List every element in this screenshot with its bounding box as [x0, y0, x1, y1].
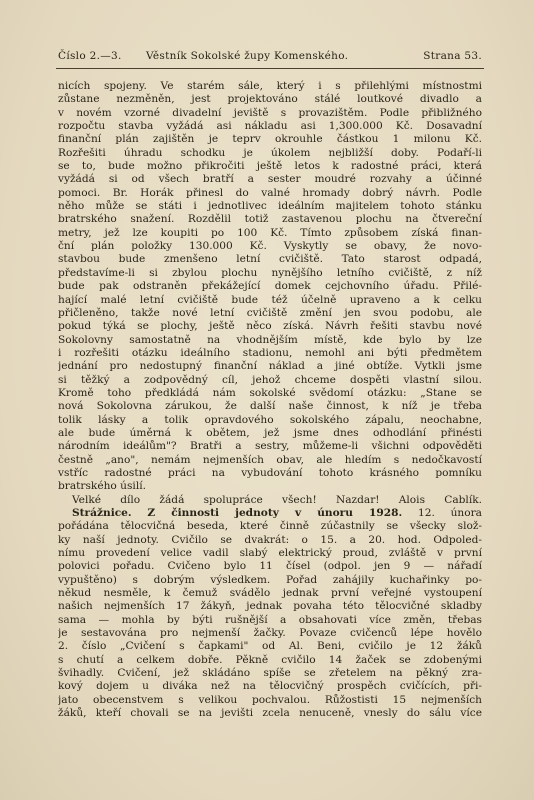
section-heading-line — [58, 507, 482, 520]
text-line: národním ideálům"? Bratři a sestry, můžeme-li všichni odpověděti — [58, 440, 482, 453]
text-line: je sestavována pro nejmenší žačky. Povaze cvičenců lépe hovělo — [58, 627, 482, 640]
text-line: jato obecenstvem s velikou pochvalou. Růžostisti 15 nejmenších — [58, 693, 482, 706]
text-line: pomoci. Br. Horák přinesl do valné hromady dobrý návrh. Podle — [58, 186, 482, 199]
text-line: bratrského úsilí. — [58, 480, 146, 493]
text-line: finanční plán zajištěn je teprv okrouhle částkou 1 milonu Kč. — [58, 133, 482, 146]
text-line: jednání pro nedostupný finanční náklad a jiné obtíže. Vytkli jsme — [58, 360, 482, 373]
section-first-text: 12. února — [417, 507, 482, 519]
closing-line — [58, 494, 482, 507]
text-line: Rozřešiti úhradu schodku je úkolem nejbližší doby. Podaří-li — [58, 146, 482, 159]
text-line: nicích spojeny. Ve starém sále, který i s přilehlými místnostmi — [58, 80, 482, 92]
text-line: kový dojem u diváka než na tělocvičný prospěch cvičících, při- — [58, 680, 482, 693]
text-line: představíme-li si zbylou plochu nynějšího letního cvičiště, z níž — [58, 266, 482, 279]
text-line: 2. číslo „Cvičení s čapkami" od Al. Beni, cvičilo je 12 žáků — [58, 640, 482, 653]
text-line: tolik lásky a tolik opravdového sokolského zápalu, neochabne, — [58, 413, 482, 426]
text-line: přičleněno, takže nové letní cvičiště změní jen svou podobu, ale — [58, 306, 482, 319]
text-line: něho může se státi i jednotlivec ideálním majitelem tohoto stánku — [58, 200, 482, 213]
text-line: polovici pořadu. Cvičeno bylo 11 čísel (odpol. jen 9 — nářadí — [58, 560, 482, 573]
text-line: švihadly. Cvičení, jež skládáno spíše se zřetelem na pěkný zra- — [58, 667, 482, 680]
article-paragraph — [58, 80, 482, 494]
text-line: hající malé letní cvičiště bude též účelně upraveno a k celku — [58, 293, 482, 306]
text-line: vyžádá si od všech bratří a sester moudré rozvahy a účinné — [58, 173, 482, 186]
text-line: našich nejmenších 17 žákyň, jednak povaha této tělocvičné skladby — [58, 600, 482, 613]
text-line: ale bude úměrná k obětem, jež jsme dnes odhodlání přinésti — [58, 426, 482, 439]
text-line: se to, bude možno přikročiti ještě letos k radostné práci, která — [58, 160, 482, 173]
text-line: v novém vzorné divadelní jeviště s provazištěm. Podle přibližného — [58, 106, 482, 119]
text-line: zůstane nezměněn, jest projektováno stálé loutkové divadlo a — [58, 93, 482, 106]
text-line: žáků, kteří chovali se na jevišti zcela nenuceně, vnesly do sálu více — [58, 707, 482, 720]
text-line: ční plán položky 130.000 Kč. Vyskytly se obavy, že novo- — [58, 240, 482, 253]
text-line: nímu provedení velice vadil slabý elektrický proud, zvláště v první — [58, 547, 482, 560]
author-signature: Alois Cablík. — [398, 493, 482, 506]
text-line: bude pak odstraněn překážející domek cejchovního úřadu. Přilé- — [58, 280, 482, 293]
journal-title: Věstník Sokolské župy Komenského. — [146, 50, 349, 62]
section-place: Strážnice. — [72, 507, 132, 519]
text-line: vstříc radostné práci na vybudování tohoto krásného pomníku — [58, 466, 482, 479]
text-line: někud nesměle, k čemuž svádělo jednak první veřejné vystoupení — [58, 587, 482, 600]
text-line: ky naší jednoty. Cvičilo se dvakrát: o 15. a 20. hod. Odpoled- — [58, 533, 482, 546]
text-line: si těžký a zodpovědný cíl, jehož chceme dospěti vlastní silou. — [58, 373, 482, 386]
closing-text: Velké dílo žádá spolupráce všech! Nazdar! — [72, 493, 380, 506]
text-line: čestně „ano", nemám nejmenších obav, ale hledím s nedočkavostí — [58, 453, 482, 466]
text-line: s chutí a celkem dobře. Pěkně cvičilo 14 žaček se zdobenými — [58, 653, 482, 666]
text-line: pořádána tělocvičná beseda, které činně zúčastnily se všecky slož- — [58, 520, 482, 533]
text-line: sama — mohla by býti rušnější a obsahovati více změn, třebas — [58, 613, 482, 626]
text-line: Sokolovny samostatně na vhodnějším místě, kde bylo by lze — [58, 333, 482, 346]
text-line: rozpočtu stavba vyžádá asi nákladu asi 1,300.000 Kč. Dosavadní — [58, 120, 482, 133]
text-line: i rozřešiti otázku ideálního stadionu, nemohl ani býti předmětem — [58, 346, 482, 359]
text-line: Kromě toho předkládá nám sokolské svědomí otázku: „Stane se — [58, 386, 482, 399]
text-line: nová Sokolovna zárukou, že další naše činnost, k níž je třeba — [58, 400, 482, 413]
running-header — [58, 50, 482, 66]
article-body — [58, 80, 482, 721]
header-rule — [56, 68, 484, 69]
text-line: vypuštěno) s dobrým výsledkem. Pořad zahájily kuchařinky po- — [58, 573, 482, 586]
text-line: bratrského snažení. Rozdělil totiž zastavenou plochu na čtvereční — [58, 213, 482, 226]
issue-number: Číslo 2.—3. — [58, 50, 122, 62]
text-line: stavbou bude zmenšeno letní cvičiště. Tato starost odpadá, — [58, 253, 482, 266]
section-paragraph — [58, 520, 482, 720]
page-number: Strana 53. — [423, 50, 482, 62]
text-line: pokud týká se plochy, ještě něco získá. Návrh řešiti stavbu nové — [58, 320, 482, 333]
text-line: metry, jež lze koupiti po 100 Kč. Tímto způsobem získá finan- — [58, 226, 482, 239]
section-title: Z činnosti jednoty v únoru 1928. — [147, 507, 403, 519]
